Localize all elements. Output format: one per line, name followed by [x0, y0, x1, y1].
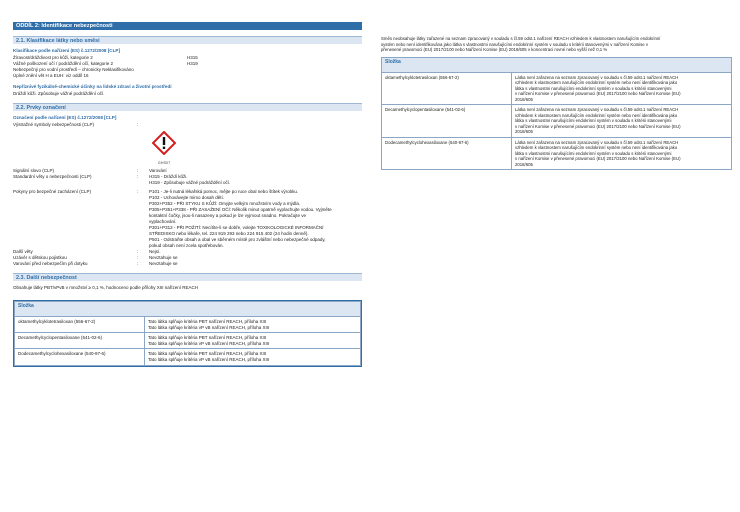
table-row [15, 317, 361, 333]
pictogram-row: Výstražné symboly nebezpečnosti (CLP) : [13, 122, 139, 127]
precaution-line: STŘEDISKO nebo lékaře, tel. 224 919 293 nebo 224 915 402 (24 hodin denně). [149, 231, 309, 236]
table-row [15, 349, 361, 365]
precaution-line: P302+P352 - PŘI STYKU S KŮŽÍ: Omyjte velkým množstvím vody a mýdla. [149, 201, 301, 206]
component-name: Dodecamethylcyclohexasiloxane (540-97-6) [15, 349, 145, 365]
pbt-criteria: Tato látka splňuje kritéria PBT nařízení REACH, příloha XIII [148, 335, 267, 341]
precaution-line: pokud obsah není zcela spotřebován. [149, 243, 224, 248]
endocrine-intro: Směs neobsahuje látky zařazené na seznam zpracovaný v souladu s čl.59 odst.1 nařízení REACH vzhledem k vlastnostem narušujícím endokrinní systém nebo není identifikována jako látka s vlastnostmi narušujícími endokrinní systém v souladu s kritérii stanovenými v nařízení Komise v přenesené pravomoci (EU) 2017/2100 nebo Nařízení Komise (EU) 2018/605 v koncentraci rovné nebo vyšší než 0,1 % [381, 36, 661, 53]
table-header: Složka [15, 302, 361, 317]
page-right [370, 0, 740, 512]
effects-text: Dráždí kůži. Způsobuje vážné podráždění očí. [13, 91, 105, 96]
section-title: ODDÍL 2: Identifikace nebezpečnosti [13, 22, 362, 30]
precautionary-statements-label: Pokyny pro bezpečné zacházení (CLP) [13, 189, 92, 194]
child-resistant-row: Uzávěr s dětskou pojistkou : Nevztahuje se [13, 255, 362, 261]
precaution-line: vyplachování. [149, 219, 177, 224]
child-resistant-label: Uzávěr s dětskou pojistkou [13, 255, 67, 260]
ghs07-pictogram [142, 131, 186, 165]
tactile-warning-row: Varování před nebezpečím při dotyku : Nevztahuje se [13, 261, 362, 267]
clp-classification-heading: Klasifikace podle nařízení (ES) č.1272/2008 [CLP] [13, 48, 120, 53]
child-resistant-value: Nevztahuje se [149, 255, 178, 260]
table-row [15, 333, 361, 349]
precaution-line: P501 - Odstraňte obsah a obal ve sběrném místě pro zvláštní nebo nebezpečné odpady, [149, 237, 326, 242]
aquatic-note: Nebezpečný pro vodní prostředí – chronicky Neklasifikováno [13, 67, 134, 72]
signal-word-row: Signální slovo (CLP) : Varování [13, 168, 362, 174]
effects-heading: Nepříznivé fyzikálně-chemické účinky na lidské zdraví a životní prostředí [13, 84, 172, 89]
signal-word-label: Signální slovo (CLP) [13, 168, 55, 173]
h-phrases-note: Úplné znění vět H a EUH: viz oddíl 16 [13, 73, 89, 78]
component-name: oktamethylcyklotetrasiloxan (556-67-2) [382, 72, 512, 105]
component-name: Decamethylcyclopentasiloxane (541-02-6) [15, 333, 145, 349]
hazard-statements-row: Standardní věty o nebezpečnosti (CLP) : H315 - Dráždí kůži. H319 - Způsobuje vážné podráždění očí. [13, 174, 362, 186]
hazard-statements-label: Standardní věty o nebezpečnosti (CLP) [13, 174, 92, 179]
classification-code: H319 [187, 61, 198, 66]
precaution-line: P301+P312 - PŘI POŽITÍ: Necítíte-li se dobře, volejte TOXIKOLOGICKÉ INFORMAČNÍ [149, 225, 324, 230]
tactile-warning-label: Varování před nebezpečím při dotyku [13, 261, 88, 266]
precaution-line: P102 - Uchovávejte mimo dosah dětí. [149, 195, 225, 200]
hazard-statement: H319 - Způsobuje vážné podráždění očí. [149, 180, 231, 185]
label-elements-heading: Označení podle nařízení (ES) č.1272/2008 [CLP] [13, 115, 117, 120]
vpvb-criteria: Tato látka splňuje kritéria vP vB nařízení REACH, příloha XIII [148, 340, 270, 346]
precaution-line: kontaktní čočky, jsou-li nasazeny a pokud je lze vyjmout snadno. Pokračujte ve [149, 213, 306, 218]
precaution-line: P101 - Je-li nutná lékařská pomoc, mějte po ruce obal nebo štítek výrobku. [149, 189, 299, 194]
vpvb-criteria: Tato látka splňuje kritéria vP vB nařízení REACH, příloha XIII [148, 324, 270, 330]
classification-label: Žíravost/dráždivost pro kůži, kategorie 2 [13, 55, 93, 60]
pictogram-code: GHS07 [157, 161, 171, 165]
pbt-criteria: Tato látka splňuje kritéria PBT nařízení REACH, příloha XIII [148, 351, 267, 357]
endocrine-table [381, 57, 732, 171]
classification-label: Vážné poškození očí / podráždění očí, kategorie 2 [13, 61, 114, 66]
component-name: oktamethylcyklotetrasiloxan (556-67-2) [15, 317, 145, 333]
precautionary-statements-row: Pokyny pro bezpečné zacházení (CLP) : P101 - Je-li nutná lékařská pomoc, mějte po ruce obal nebo štítek výrobku. P102 - Uchovávejte mimo dosah dětí. P302+P352 - PŘI STYKU S KŮŽÍ: Omyjte velkým množstvím vody a mýdla. P305+P351+P338 - PŘI ZASAŽENÍ OČÍ: Několik minut opatrně vyplachujte vodou. Vyjměte kontaktní čočky, jsou-li nasazeny a pokud je lze vyjmout snadno. Pokračujte ve vyplachování. P301+P312 - PŘI POŽITÍ: Necítíte-li se dobře, volejte TOXIKOLOGICKÉ INFORMAČNÍ STŘEDISKO nebo lékaře, tel. 224 919 293 nebo 224 915 402 (24 hodin denně). P501 - Odstraňte obsah a obal ve sběrném místě pro zvláštní nebo nebezpečné odpady, pokud obsah není zcela spotřebován. [13, 189, 362, 249]
pbt-text: Obsahuje látky PBT/vPvB v množství ≥ 0,1 %, hodnoceno podle přílohy XIII nařízení REACH [13, 285, 199, 290]
table-header: Složka [382, 57, 732, 72]
precaution-line: P305+P351+P338 - PŘI ZASAŽENÍ OČÍ: Několik minut opatrně vyplachujte vodou. Vyjměte [149, 207, 332, 212]
component-name: Decamethylcyclopentasiloxane (541-02-6) [382, 105, 512, 138]
hazard-statement: H315 - Dráždí kůži. [149, 174, 188, 179]
other-phrases-label: Další věty [13, 249, 33, 254]
subsection-2-2-title: 2.2. Prvky označení [13, 103, 362, 111]
pbt-table [13, 300, 362, 367]
vpvb-criteria: Tato látka splňuje kritéria vP vB nařízení REACH, příloha XIII [148, 356, 270, 362]
pictogram-label: Výstražné symboly nebezpečnosti (CLP) [13, 122, 95, 127]
subsection-2-3-title: 2.3. Další nebezpečnost [13, 273, 362, 281]
classification-code: H315 [187, 55, 198, 60]
signal-word-value: Varování [149, 168, 167, 173]
exclamation-mark-icon [152, 131, 176, 155]
tactile-warning-value: Nevztahuje se [149, 261, 178, 266]
other-phrases-value: Nejsí. [149, 249, 161, 254]
table-row: Decamethylcyclopentasiloxane (541-02-6) Látka není zařazena na seznam zpracovaný v souladu s čl.59 odst.1 nařízení REACH vzhledem k vlastnostem narušujícím endokrinní systém nebo není identifikována jako látka s vlastnostmi narušujícími endokrinní systém v souladu s kritérii stanovenými v nařízení Komise v přenesené pravomoci (EU) 2017/2100 nebo Nařízení Komise (EU) 2018/605 [382, 105, 732, 138]
subsection-2-1-title: 2.1. Klasifikace látky nebo směsi [13, 36, 362, 44]
other-phrases-row: Další věty : Nejsí. [13, 249, 362, 255]
component-name: Dodecamethylcyclohexasiloxane (540-97-6) [382, 137, 512, 170]
pbt-criteria: Tato látka splňuje kritéria PBT nařízení REACH, příloha XIII [148, 319, 267, 324]
table-row: oktamethylcyklotetrasiloxan (556-67-2) Látka není zařazena na seznam zpracovaný v souladu s čl.59 odst.1 nařízení REACH vzhledem k vlastnostem narušujícím endokrinní systém nebo není identifikována jako látka s vlastnostmi narušujícími endokrinní systém v souladu s kritérii stanovenými v nařízení Komise v přenesené pravomoci (EU) 2017/2100 nebo Nařízení Komise (EU) 2018/605 [382, 72, 732, 105]
table-row: Dodecamethylcyclohexasiloxane (540-97-6) Látka není zařazena na seznam zpracovaný v souladu s čl.59 odst.1 nařízení REACH vzhledem k vlastnostem narušujícím endokrinní systém nebo není identifikována jako látka s vlastnostmi narušujícími endokrinní systém v souladu s kritérii stanovenými v nařízení Komise v přenesené pravomoci (EU) 2017/2100 nebo Nařízení Komise (EU) 2018/605 [382, 137, 732, 170]
